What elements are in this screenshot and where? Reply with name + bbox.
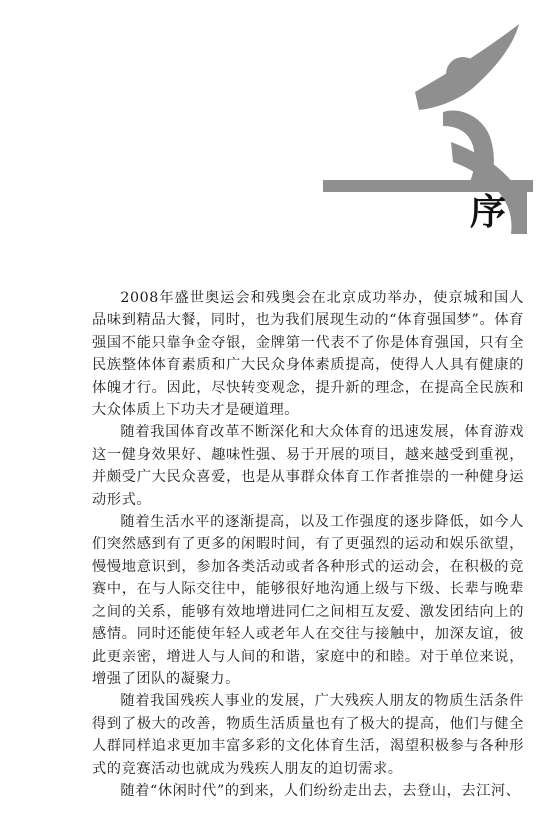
paragraph: 随着我国体育改革不断深化和大众体育的迅速发展，体育游戏这一健身效果好、趣味性强、易于开展的项目，越来越受到重视，并颇受广大民众喜爱，也是从事群众体育工作者推崇的一种健身运动形式。 bbox=[92, 424, 524, 508]
paragraph: 2008年盛世奥运会和残奥会在北京成功举办，使京城和国人品味到精品大餐，同时，也为我们展现生动的“体育强国梦”。体育强国不能只靠争金夺银，金牌第一代表不了你是体育强国，只有全民族整体体育素质和广大民众身体素质提高，使得人人具有健康的体魄才行。因此，尽快转变观念，提升新的理念，在提高全民族和大众体质上下功夫才是硬道理。 bbox=[92, 290, 524, 419]
paragraph: 随着生活水平的逐渐提高，以及工作强度的逐步降低，如今人们突然感到有了更多的闲暇时间，有了更强烈的运动和娱乐欲望，慢慢地意识到，参加各类活动或者各种形式的运动会，在积极的竞赛中，在与人际交往中，能够很好地沟通上级与下级、长辈与晚辈之间的关系，能够有效地增进同仁之间相互友爱、激发团结向上的感情。同时还能使年轻人或老年人在交往与接触中，加深友谊，彼此更亲密，增进人与人间的和谐，家庭中的和睦。对于单位来说，增强了团队的凝聚力。 bbox=[92, 514, 524, 687]
paragraph: 随着我国残疾人事业的发展，广大残疾人朋友的物质生活条件得到了极大的改善，物质生活质量也有了极大的提高，他们与健全人群同样追求更加丰富多彩的文化体育生活，渴望积极参与各种形式的竞赛活动也就成为残疾人朋友的迫切需求。 bbox=[92, 693, 524, 777]
preface-body bbox=[92, 287, 524, 802]
paragraph: 随着“休闲时代”的到来，人们纷纷走出去，去登山，去江河、 bbox=[120, 782, 521, 799]
preface-heading: 序 bbox=[470, 191, 507, 233]
